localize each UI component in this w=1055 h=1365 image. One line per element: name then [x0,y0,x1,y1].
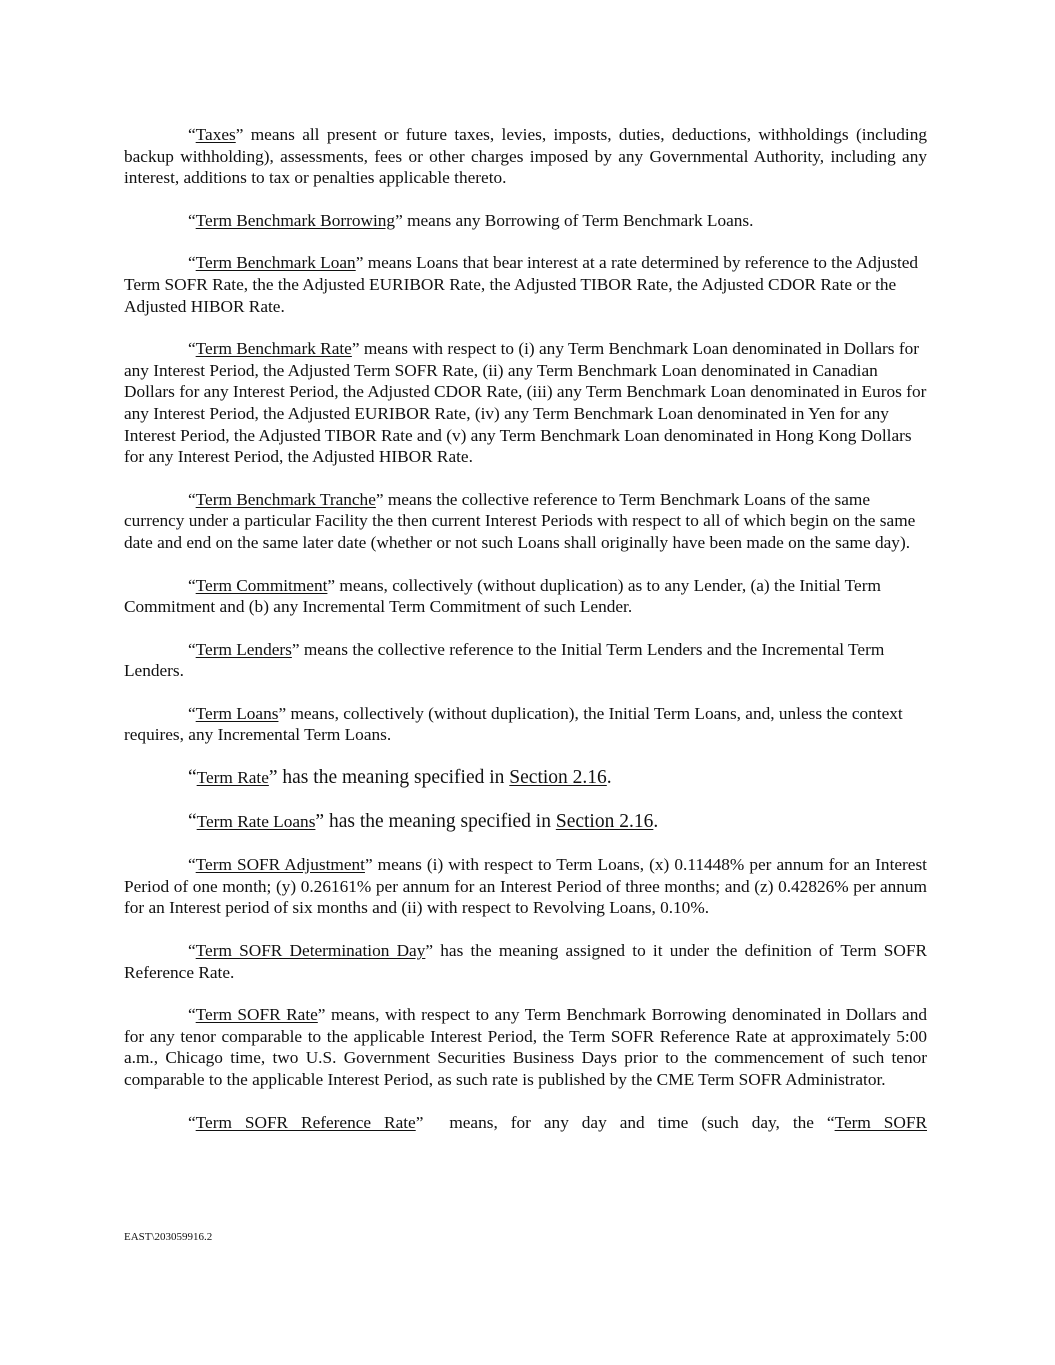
definition-text: has the meaning specified in [324,810,556,832]
definition-term-rate: “Term Rate” has the meaning specified in Section 2.16. [188,767,612,789]
defined-term: Term Benchmark Tranche [195,489,376,509]
defined-term: Term Rate Loans [196,811,316,831]
definition-term-benchmark-borrowing: “Term Benchmark Borrowing” means any Borrowing of Term Benchmark Loans. [188,210,754,230]
definition-term-sofr-determination-day: “Term SOFR Determination Day” has the meaning assigned to it under the definition of Term SOFR Reference Rate. [124,941,927,982]
defined-term: Term Lenders [195,639,292,659]
section-link[interactable]: Section 2.16 [509,767,607,789]
definition-text: means the collective reference to Term Benchmark Loans of the same currency under a particular Facility the then current Interest Periods with respect to all of which begin on the same date and end on the same later date (whether or not such Loans shall originally have been made on the same day). [124,489,916,552]
definition-term-loans: “Term Loans” means, collectively (without duplication), the Initial Term Loans, and, unless the context requires, any Incremental Term Loans. [124,703,903,745]
definition-tail: . [606,767,612,789]
defined-term: Term Benchmark Borrowing [195,210,396,230]
definition-term-sofr-reference-rate: “Term SOFR Reference Rate” means, for any day and time (such day, the “Term SOFR [188,1112,928,1132]
definition-term-benchmark-rate: “Term Benchmark Rate” means with respect to (i) any Term Benchmark Loan denominated in Dollars for any Interest Period, the Adjusted Term SOFR Rate, (ii) any Term Benchmark Loan denominated in Canadian Dollars for any Interest Period, the Adjusted CDOR Rate, (iii) any Term Benchmark Loan denominated in Euros for any Interest Period, the Adjusted EURIBOR Rate, (iv) any Term Benchmark Loan denominated in Yen for any Interest Period, the Adjusted TIBOR Rate and (v) any Term Benchmark Loan denominated in Hong Kong Dollars for any Interest Period, the Adjusted HIBOR Rate. [124,339,927,467]
definition-text: means with respect to (i) any Term Benchmark Loan denominated in Dollars for any Interest Period, the Adjusted Term SOFR Rate, (ii) any Term Benchmark Loan denominated in Canadian Dollars for any Interest Period, the Adjusted CDOR Rate, (iii) any Term Benchmark Loan denominated in Euros for any Interest Period, the Adjusted EURIBOR Rate, (iv) any Term Benchmark Loan denominated in Yen for any Interest Period, the Adjusted TIBOR Rate and (v) any Term Benchmark Loan denominated in Hong Kong Dollars for any Interest Period, the Adjusted HIBOR Rate. [124,339,927,467]
defined-term: Term Benchmark Rate [195,339,352,359]
definition-text: means Loans that bear interest at a rate determined by reference to the Adjusted Term SOFR Rate, the the Adjusted EURIBOR Rate, the Adjusted TIBOR Rate, the Adjusted CDOR Rate or the Adjusted HIBOR Rate. [124,253,919,316]
definition-text: means the collective reference to the Initial Term Lenders and the Incremental Term Lenders. [124,639,885,681]
definition-tail: . [653,810,659,832]
defined-term: Term Benchmark Loan [195,253,356,273]
defined-term: Term Loans [195,703,279,723]
defined-term: Term SOFR Rate [195,1005,318,1025]
defined-term: Term SOFR Determination Day [195,941,426,961]
definition-text: means all present or future taxes, levies, imposts, duties, deductions, withholdings (including backup withholding), assessments, fees or other charges imposed by any Governmental Authority, including any interest, additions to tax or penalties applicable thereto. [124,125,927,188]
definition-term-sofr-rate: “Term SOFR Rate” means, with respect to any Term Benchmark Borrowing denominated in Dollars and for any tenor comparable to the applicable Interest Period, the Term SOFR Reference Rate at approximately 5:00 a.m., Chicago time, two U.S. Government Securities Business Days prior to the commencement of such tenor comparable to the applicable Interest Period, as such rate is published by the CME Term SOFR Administrator. [124,1005,927,1089]
definition-term-lenders: “Term Lenders” means the collective reference to the Initial Term Lenders and the Incremental Term Lenders. [124,639,885,681]
definition-text: means, collectively (without duplication), the Initial Term Loans, and, unless the context requires, any Incremental Term Loans. [124,703,903,745]
definition-taxes: “Taxes” means all present or future taxes, levies, imposts, duties, deductions, withholdings (including backup withholding), assessments, fees or other charges imposed by any Governmental Authority, including any interest, additions to tax or penalties applicable thereto. [124,125,927,188]
definition-text: means, with respect to any Term Benchmark Borrowing denominated in Dollars and for any tenor comparable to the applicable Interest Period, the Term SOFR Reference Rate at approximately 5:00 a.m., Chicago time, two U.S. Government Securities Business Days prior to the commencement of such tenor comparable to the applicable Interest Period, as such rate is published by the CME Term SOFR Administrator. [124,1005,927,1089]
defined-term-inline: Term SOFR [834,1112,928,1132]
document-id-footer: EAST\203059916.2 [124,1231,213,1243]
defined-term: Term SOFR Reference Rate [195,1112,416,1132]
document-page [124,124,927,1154]
definition-text: means (i) with respect to Term Loans, (x) 0.11448% per annum for an Interest Period of one month; (y) 0.26161% per annum for an Interest Period of three months; and (z) 0.42826% per annum for an Interest period of six months and (ii) with respect to Revolving Loans, 0.10%. [124,855,927,918]
section-link[interactable]: Section 2.16 [555,810,654,832]
definition-term-benchmark-tranche: “Term Benchmark Tranche” means the collective reference to Term Benchmark Loans of the same currency under a particular Facility the then current Interest Periods with respect to all of which begin on the same date and end on the same later date (whether or not such Loans shall originally have been made on the same day). [124,489,916,552]
definition-text: has the meaning assigned to it under the definition of Term SOFR Reference Rate. [124,941,927,982]
definition-text: means any Borrowing of Term Benchmark Loans. [402,210,754,230]
definition-text: means, collectively (without duplication) as to any Lender, (a) the Initial Term Commitment and (b) any Incremental Term Commitment of such Lender. [124,575,881,617]
definition-term-sofr-adjustment: “Term SOFR Adjustment” means (i) with respect to Term Loans, (x) 0.11448% per annum for an Interest Period of one month; (y) 0.26161% per annum for an Interest Period of three months; and (z) 0.42826% per annum for an Interest period of six months and (ii) with respect to Revolving Loans, 0.10%. [124,855,927,918]
definition-text: has the meaning specified in [277,767,510,789]
defined-term: Term Commitment [195,575,328,595]
definition-term-rate-loans: “Term Rate Loans” has the meaning specified in Section 2.16. [188,810,659,832]
defined-term: Taxes [195,125,236,144]
defined-term: Term Rate [196,768,269,788]
definition-term-commitment: “Term Commitment” means, collectively (without duplication) as to any Lender, (a) the Initial Term Commitment and (b) any Incremental Term Commitment of such Lender. [124,575,881,617]
definition-text: means, for any day and time (such day, the “ [423,1112,835,1132]
definition-term-benchmark-loan: “Term Benchmark Loan” means Loans that bear interest at a rate determined by reference to the Adjusted Term SOFR Rate, the the Adjusted EURIBOR Rate, the Adjusted TIBOR Rate, the Adjusted CDOR Rate or the Adjusted HIBOR Rate. [124,253,919,316]
defined-term: Term SOFR Adjustment [195,855,365,875]
